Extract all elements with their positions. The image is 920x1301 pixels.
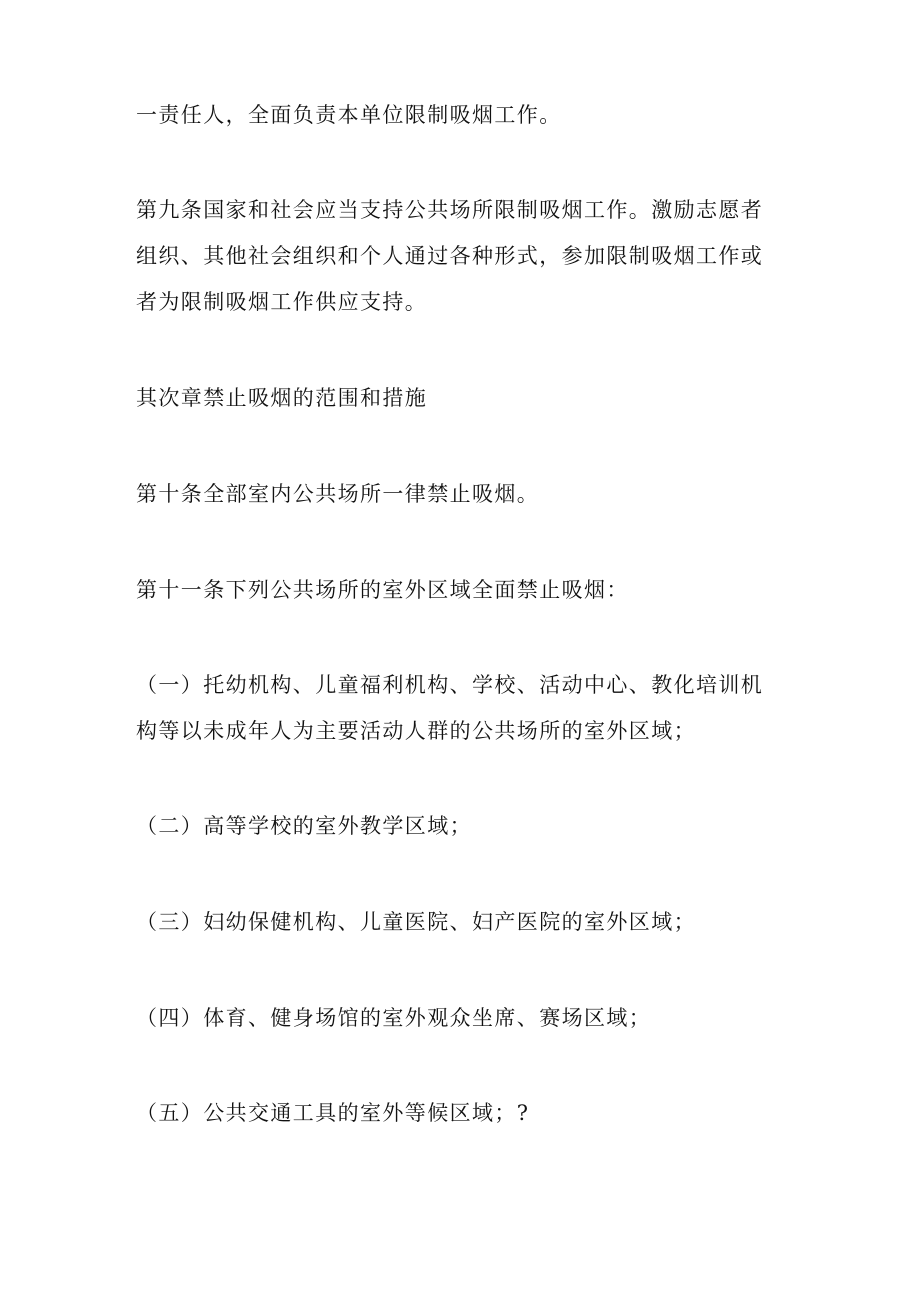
list-item-2 <box>136 803 796 849</box>
text-line: 者为限制吸烟工作供应支持。 <box>136 290 428 314</box>
list-item-5 <box>136 1090 796 1136</box>
text-line: 构等以未成年人为主要活动人群的公共场所的室外区域； <box>136 719 696 743</box>
chapter-heading <box>136 375 796 421</box>
text-line: （四）体育、健身场馆的室外观众坐席、赛场区域； <box>136 1006 652 1030</box>
text-line: 第九条国家和社会应当支持公共场所限制吸烟工作。激励志愿者 <box>136 198 764 222</box>
text-line: 其次章禁止吸烟的范围和措施 <box>136 386 428 410</box>
list-item-4 <box>136 995 796 1041</box>
text-line: 一责任人，全面负责本单位限制吸烟工作。 <box>136 103 562 127</box>
paragraph-article-11 <box>136 567 796 613</box>
text-line: 第十一条下列公共场所的室外区域全面禁止吸烟： <box>136 578 629 602</box>
paragraph-article-9 <box>136 187 796 325</box>
text-line: （三）妇幼保健机构、儿童医院、妇产医院的室外区域； <box>136 910 696 934</box>
text-line: （五）公共交通工具的室外等候区域；? <box>136 1101 530 1125</box>
paragraph-article-10 <box>136 471 796 517</box>
text-line: （一）托幼机构、儿童福利机构、学校、活动中心、教化培训机 <box>136 673 764 697</box>
list-item-1 <box>136 662 796 754</box>
list-item-3 <box>136 899 796 945</box>
text-line: 第十条全部室内公共场所一律禁止吸烟。 <box>136 482 540 506</box>
paragraph-responsible-person <box>136 92 796 138</box>
text-line: （二）高等学校的室外教学区域； <box>136 814 472 838</box>
text-line: 组织、其他社会组织和个人通过各种形式，参加限制吸烟工作或 <box>136 244 764 268</box>
